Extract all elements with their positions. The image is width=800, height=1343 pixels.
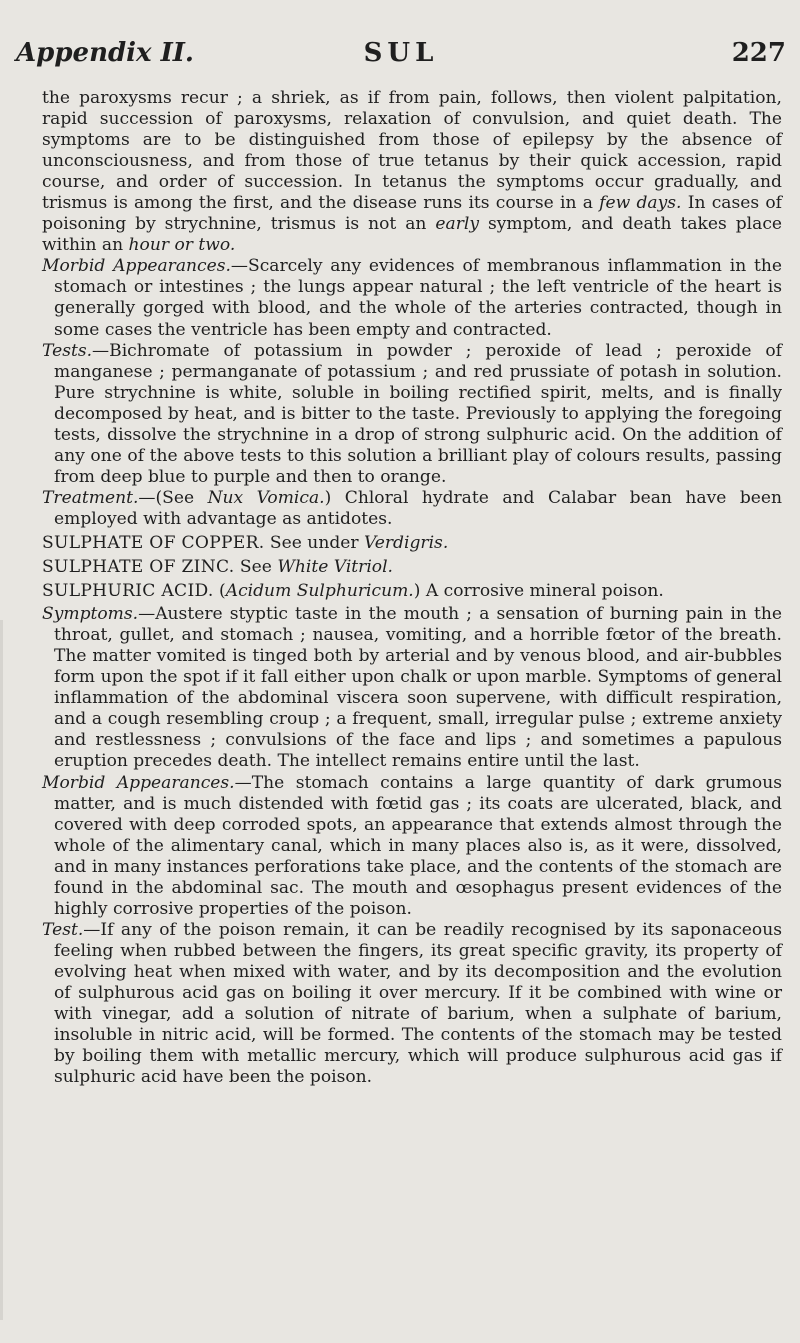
entry-sulphate-of-copper: SULPHATE OF COPPER. See under Verdigris. — [42, 532, 449, 553]
paragraph-continuation: the paroxysms recur ; a shriek, as if from pain, follows, then violent palpitation, rapid succession of paroxysms, relaxation of convulsion, and quiet death. The symptoms are to be distinguished from those of epilepsy by the absence of unconsciousness, and from those of true tetanus by their quick accession, rapid course, and order of succession. In tetanus the symptoms occur gradually, and trismus is among the first, and the disease runs its course in a few days. In cases of poisoning by strychnine, trismus is not an early symptom, and death takes place within an hour or two. — [42, 88, 783, 256]
running-header — [16, 38, 786, 78]
paragraph-symptoms-sulphuric: Symptoms.—Austere styptic taste in the mouth ; a sensation of burning pain in the throat, gullet, and stomach ; nausea, vomiting, and a horrible fœtor of the breath. The matter vomited is tinged both by arterial and by venous blood, and air-bubbles form upon the spot if it fall either upon chalk or upon marble. Symptoms of general inflammation of the abdominal viscera soon supervene, with difficult respiration, and a cough resembling croup ; a frequent, small, irregular pulse ; extreme anxiety and restlessness ; convulsions of the face and lips ; and sometimes a papulous eruption precedes death. The intellect remains entire until the last. — [42, 604, 782, 772]
section-label: Treatment. — [42, 487, 139, 508]
header-section: Appendix II. — [16, 38, 194, 68]
section-label: Symptoms. — [42, 604, 139, 625]
entry-sulphate-of-zinc: SULPHATE OF ZINC. See White Vitriol. — [42, 557, 393, 578]
entry-sulphuric-acid: SULPHURIC ACID. (Acidum Sulphuricum.) A corrosive mineral poison. — [42, 581, 664, 602]
section-label: Morbid Appearances. — [42, 772, 235, 793]
paragraph-test-sulphuric: Test.—If any of the poison remain, it can be readily recognised by its saponaceous feeling when rubbed between the fingers, its great specific gravity, its property of evolving heat when mixed with water, and by its decomposition and the evolution of sulphurous acid gas on boiling it over mercury. If it be combined with wine or with vinegar, add a solution of nitrate of barium, when a sulphate of barium, insoluble in nitric acid, will be formed. The contents of the stomach may be tested by boiling them with metallic mercury, which will produce sulphurous acid gas if sulphuric acid have been the poison. — [42, 919, 782, 1088]
section-label: Tests. — [42, 340, 93, 361]
entry-title: SULPHURIC ACID. — [42, 581, 214, 602]
page-edge-shadow — [0, 620, 3, 1320]
entry-title: SULPHATE OF COPPER. — [42, 532, 265, 553]
paragraph-morbid-appearances-strychnine: Morbid Appearances.—Scarcely any evidences of membranous inflammation in the stomach or intestines ; the lungs appear natural ; the left ventricle of the heart is generally gorged with blood, and the whole of the arteries contracted, though in some cases the ventricle has been empty and contracted. — [42, 256, 782, 340]
section-label: Test. — [42, 919, 84, 940]
page-number: 227 — [731, 38, 786, 68]
section-label: Morbid Appearances. — [42, 256, 231, 277]
header-keyword: SUL — [363, 38, 439, 68]
paragraph-treatment: Treatment.—(See Nux Vomica.) Chloral hydrate and Calabar bean have been employed with advantage as antidotes. — [42, 487, 783, 529]
entry-title: SULPHATE OF ZINC. — [42, 557, 235, 578]
page-body — [42, 88, 782, 1088]
paragraph-morbid-appearances-sulphuric: Morbid Appearances.—The stomach contains a large quantity of dark grumous matter, and is much distended with fœtid gas ; its coats are ulcerated, black, and covered with deep corroded spots, an appearance that extends almost through the whole of the alimentary canal, which in many places also is, as it were, dissolved, and in many instances perforations take place, and the contents of the stomach are found in the abdominal sac. The mouth and œsophagus present evidences of the highly corrosive properties of the poison. — [42, 772, 782, 919]
paragraph-tests-strychnine: Tests.—Bichromate of potassium in powder ; peroxide of lead ; peroxide of manganese ; permanganate of potassium ; and red prussiate of potash in solution. Pure strychnine is white, soluble in boiling rectified spirit, melts, and is finally decomposed by heat, and is bitter to the taste. Previously to applying the foregoing tests, dissolve the strychnine in a drop of strong sulphuric acid. On the addition of any one of the above tests to this solution a brilliant play of colours results, passing from deep blue to purple and then to orange. — [42, 340, 782, 487]
